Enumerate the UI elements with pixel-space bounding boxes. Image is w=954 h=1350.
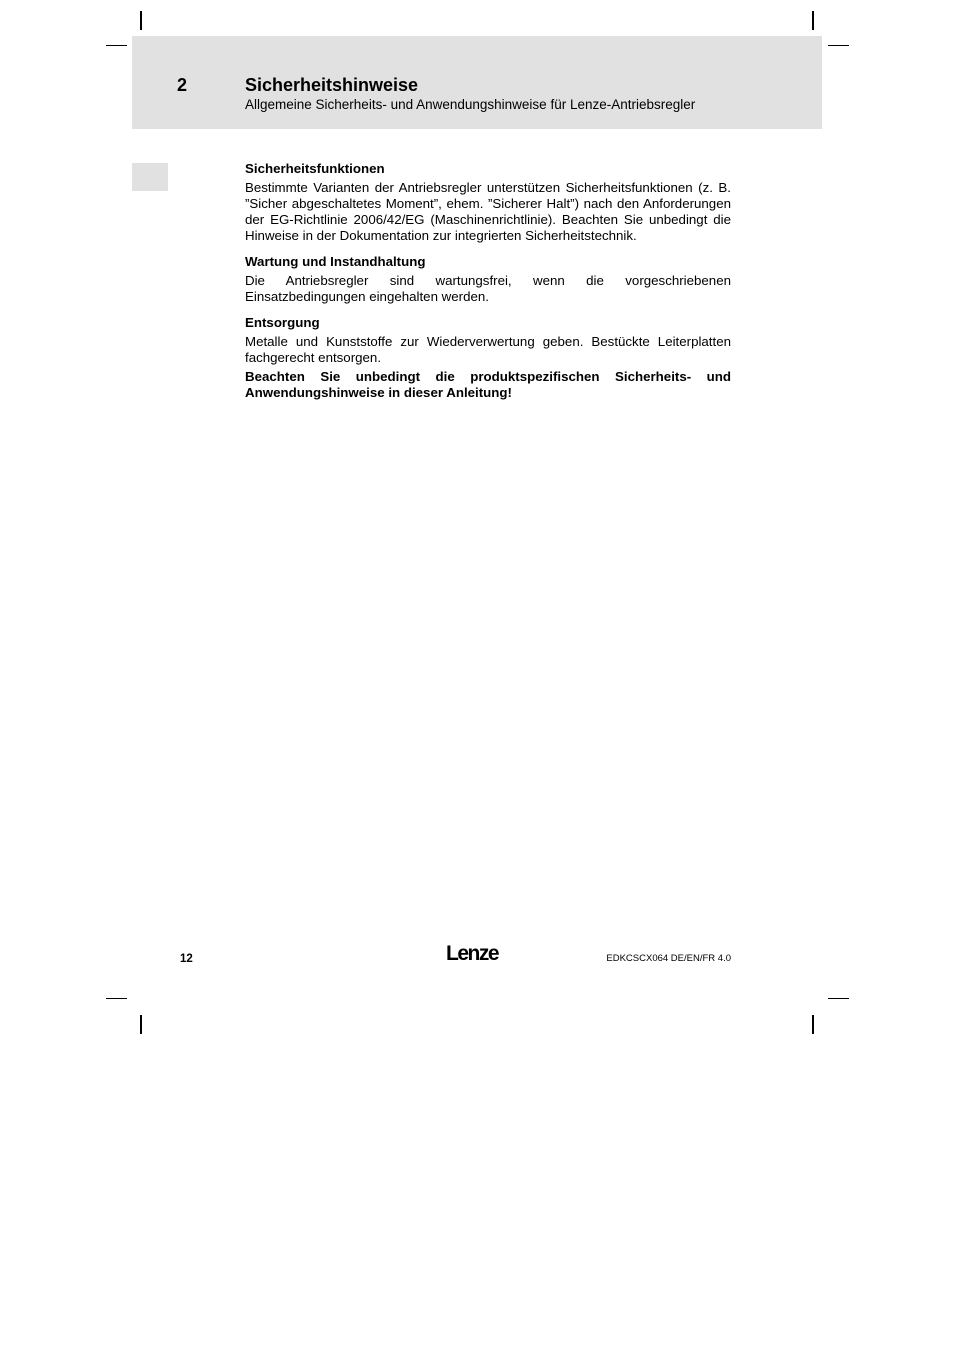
section-text-wartung: Die Antriebsregler sind wartungsfrei, wenn die vorgeschriebenen Einsatzbedingungen eingehalten werden. [245,273,731,304]
crop-mark-bottom-right-vertical [812,1015,814,1034]
chapter-number: 2 [177,75,188,95]
section-text-sicherheitsfunktionen: Bestimmte Varianten der Antriebsregler unterstützen Sicherheitsfunktionen (z. B. ”Sicher abgeschaltetes Moment”, ehem. ”Sicherer Halt”) nach den Anforderungen der EG-Richtlinie 2006/42/EG (Maschinenrichtlinie). Beachten Sie unbedingt die Hinweise in der Dokumentation zur integrierten Sicherheitstechnik. [245,180,731,243]
section-text-entsorgung: Metalle und Kunststoffe zur Wiederverwertung geben. Bestückte Leiterplatten fachgerecht entsorgen. [245,334,731,365]
crop-mark-bottom-left-vertical [140,1015,142,1034]
page-number: 12 [180,953,193,965]
page-content [245,160,731,410]
safety-note: Beachten Sie unbedingt die produktspezifischen Sicherheits- und Anwendungshinweise in dieser Anleitung! [245,369,731,400]
chapter-title: Sicherheitshinweise [245,75,419,95]
crop-mark-top-left-vertical [140,11,142,30]
lenze-logo: Lenze [446,942,499,965]
crop-mark-top-right-vertical [812,11,814,30]
section-heading-entsorgung: Entsorgung [245,315,320,330]
crop-mark-bottom-right-horizontal [828,998,849,999]
chapter-subtitle: Allgemeine Sicherheits- und Anwendungshinweise für Lenze-Antriebsregler [245,97,696,112]
chapter-header-band [132,36,822,129]
document-id: EDKCSCX064 DE/EN/FR 4.0 [606,953,731,964]
crop-mark-bottom-left-horizontal [106,998,127,999]
crop-mark-top-right-horizontal [828,45,849,46]
margin-tab [132,163,168,191]
section-heading-sicherheitsfunktionen: Sicherheitsfunktionen [245,161,385,176]
crop-mark-top-left-horizontal [106,45,127,46]
section-heading-wartung: Wartung und Instandhaltung [245,254,426,269]
